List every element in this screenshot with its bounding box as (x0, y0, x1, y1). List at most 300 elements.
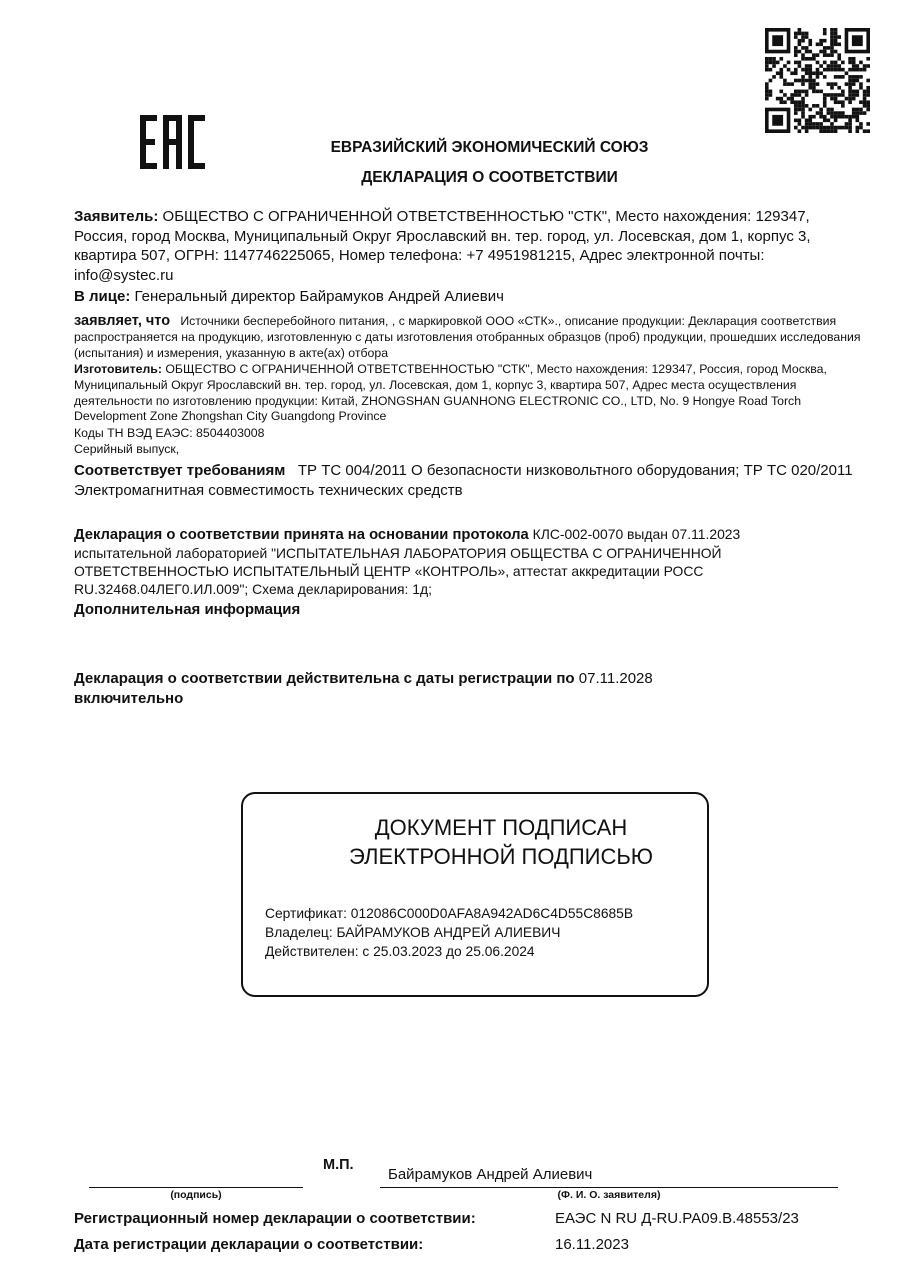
qr-module (834, 119, 838, 123)
qr-module (841, 68, 845, 72)
qr-module (787, 61, 791, 65)
qr-module (827, 119, 831, 123)
qr-module (805, 71, 809, 75)
qr-module (812, 126, 816, 130)
qr-module (848, 68, 852, 72)
qr-module (816, 126, 820, 130)
qr-module (794, 126, 798, 130)
qr-module (827, 82, 831, 86)
stamp-label: М.П. (323, 1157, 354, 1173)
qr-module (794, 90, 798, 94)
qr-module (798, 104, 802, 108)
qr-module (823, 61, 827, 65)
qr-module (808, 82, 812, 86)
qr-module (808, 79, 812, 83)
qr-module (779, 97, 783, 101)
qr-module (808, 57, 812, 61)
qr-module (805, 129, 809, 133)
qr-module (841, 93, 845, 97)
qr-module (830, 50, 834, 54)
qr-module (866, 79, 870, 83)
declares-label: заявляет, что (74, 313, 171, 329)
qr-module (801, 97, 805, 101)
qr-module (841, 75, 845, 79)
qr-module (830, 35, 834, 39)
qr-module (801, 111, 805, 115)
qr-module (866, 122, 870, 126)
qr-module (819, 64, 823, 68)
qr-module (830, 93, 834, 97)
qr-module (801, 53, 805, 57)
qr-module (837, 100, 841, 104)
qr-module (837, 75, 841, 79)
qr-module (808, 115, 812, 119)
qr-module (819, 108, 823, 112)
qr-module (772, 57, 776, 61)
qr-module (852, 68, 856, 72)
qr-module (837, 115, 841, 119)
qr-module (863, 104, 867, 108)
qr-module (848, 57, 852, 61)
qr-module (794, 119, 798, 123)
qr-module (790, 82, 794, 86)
qr-module (801, 79, 805, 83)
qr-module (830, 32, 834, 36)
qr-module (794, 32, 798, 36)
reg-date-label: Дата регистрации декларации о соответствии: (74, 1236, 424, 1253)
qr-module (816, 53, 820, 57)
qr-module (852, 79, 856, 83)
qr-module (772, 61, 776, 65)
qr-module (823, 126, 827, 130)
qr-module (808, 68, 812, 72)
qr-module (805, 126, 809, 130)
qr-module (790, 93, 794, 97)
qr-module (845, 115, 849, 119)
applicant-label: Заявитель: (74, 208, 159, 225)
qr-finder-center (772, 115, 783, 126)
qr-module (776, 61, 780, 65)
qr-module (830, 64, 834, 68)
qr-module (776, 97, 780, 101)
declares-text: Источники бесперебойного питания, , с маркировкой ООО «СТК»., описание продукции: Декларация соответствия распространяется на продукцию, изготовленную с даты изготовления отобранных образцов (проб) продукции, прошедших исследования (испытания) и измерения, указанную в акте(ах) отбора (74, 314, 861, 360)
qr-module (798, 90, 802, 94)
qr-module (819, 50, 823, 54)
qr-module (852, 90, 856, 94)
qr-module (859, 68, 863, 72)
qr-module (834, 35, 838, 39)
qr-module (834, 32, 838, 36)
qr-module (798, 28, 802, 32)
qr-module (812, 122, 816, 126)
requirements-section (74, 461, 859, 501)
qr-module (798, 32, 802, 36)
qr-module (848, 129, 852, 133)
signature-details (265, 904, 633, 961)
qr-module (848, 122, 852, 126)
qr-module (841, 126, 845, 130)
qr-module (805, 90, 809, 94)
qr-module (866, 93, 870, 97)
qr-module (801, 82, 805, 86)
qr-module (830, 53, 834, 57)
qr-module (837, 64, 841, 68)
qr-module (834, 100, 838, 104)
qr-module (859, 111, 863, 115)
certificate-validity: Действителен: с 25.03.2023 до 25.06.2024 (265, 944, 535, 959)
qr-module (834, 68, 838, 72)
qr-module (769, 90, 773, 94)
requirements-label: Соответствует требованиям (74, 462, 286, 479)
qr-module (866, 57, 870, 61)
qr-module (808, 42, 812, 46)
qr-module (808, 122, 812, 126)
qr-module (819, 115, 823, 119)
qr-module (834, 129, 838, 133)
qr-module (834, 93, 838, 97)
qr-code (765, 28, 870, 133)
qr-module (779, 90, 783, 94)
qr-module (852, 75, 856, 79)
qr-module (841, 111, 845, 115)
qr-module (830, 129, 834, 133)
qr-module (812, 86, 816, 90)
qr-module (794, 79, 798, 83)
qr-module (827, 53, 831, 57)
qr-module (859, 86, 863, 90)
qr-module (859, 126, 863, 130)
qr-module (837, 86, 841, 90)
qr-module (808, 64, 812, 68)
qr-module (830, 108, 834, 112)
qr-module (765, 86, 769, 90)
qr-module (808, 71, 812, 75)
qr-module (812, 79, 816, 83)
qr-module (787, 82, 791, 86)
qr-module (848, 82, 852, 86)
qr-module (808, 126, 812, 130)
qr-module (805, 46, 809, 50)
qr-module (827, 111, 831, 115)
qr-module (805, 50, 809, 54)
qr-module (812, 71, 816, 75)
qr-module (848, 90, 852, 94)
qr-module (790, 100, 794, 104)
qr-module (805, 79, 809, 83)
representative-section (74, 287, 864, 307)
qr-module (837, 57, 841, 61)
qr-module (794, 61, 798, 65)
qr-module (787, 97, 791, 101)
qr-module (848, 75, 852, 79)
qr-module (859, 61, 863, 65)
certificate-owner: Владелец: БАЙРАМУКОВ АНДРЕЙ АЛИЕВИЧ (265, 925, 561, 940)
qr-module (816, 75, 820, 79)
qr-module (765, 90, 769, 94)
qr-module (856, 93, 860, 97)
qr-module (794, 108, 798, 112)
qr-module (834, 82, 838, 86)
qr-module (805, 93, 809, 97)
signature-line (89, 1187, 303, 1188)
reg-number-label: Регистрационный номер декларации о соответствии: (74, 1210, 476, 1227)
qr-module (823, 46, 827, 50)
qr-module (819, 129, 823, 133)
qr-module (866, 90, 870, 94)
name-line (380, 1187, 838, 1188)
validity-label: Декларация о соответствии действительна с даты регистрации по (74, 670, 575, 687)
qr-module (837, 42, 841, 46)
qr-module (834, 42, 838, 46)
qr-module (863, 93, 867, 97)
qr-module (816, 82, 820, 86)
qr-module (848, 100, 852, 104)
name-caption: (Ф. И. О. заявителя) (557, 1189, 661, 1201)
qr-module (783, 100, 787, 104)
qr-module (841, 104, 845, 108)
qr-module (830, 97, 834, 101)
qr-module (798, 108, 802, 112)
hs-codes: Коды ТН ВЭД ЕАЭС: 8504403008 (74, 426, 265, 440)
qr-module (866, 86, 870, 90)
qr-module (837, 35, 841, 39)
qr-module (827, 46, 831, 50)
signature-title (241, 813, 761, 871)
qr-module (845, 71, 849, 75)
signature-title-line2: ЭЛЕКТРОННОЙ ПОДПИСЬЮ (348, 844, 654, 869)
qr-module (823, 50, 827, 54)
qr-module (834, 126, 838, 130)
qr-module (823, 93, 827, 97)
qr-module (848, 126, 852, 130)
qr-module (787, 68, 791, 72)
qr-module (790, 71, 794, 75)
qr-module (794, 111, 798, 115)
qr-module (863, 90, 867, 94)
qr-module (798, 42, 802, 46)
qr-module (765, 57, 769, 61)
qr-module (798, 119, 802, 123)
qr-module (837, 126, 841, 130)
qr-module (798, 129, 802, 133)
qr-module (848, 61, 852, 65)
qr-finder-center (772, 35, 783, 46)
qr-module (863, 129, 867, 133)
qr-module (808, 75, 812, 79)
qr-module (852, 61, 856, 65)
qr-module (866, 129, 870, 133)
qr-module (863, 111, 867, 115)
applicant-section (74, 207, 864, 285)
qr-module (834, 39, 838, 43)
qr-module (830, 39, 834, 43)
qr-module (834, 115, 838, 119)
qr-module (765, 61, 769, 65)
qr-module (856, 111, 860, 115)
qr-module (816, 122, 820, 126)
qr-module (798, 61, 802, 65)
qr-module (765, 68, 769, 72)
qr-module (769, 93, 773, 97)
qr-module (823, 119, 827, 123)
qr-module (794, 46, 798, 50)
qr-module (765, 64, 769, 68)
qr-module (823, 115, 827, 119)
qr-module (856, 119, 860, 123)
basis-text: КЛС-002-0070 выдан 07.11.2023 испытательной лабораторией "ИСПЫТАТЕЛЬНАЯ ЛАБОРАТОРИЯ ОБЩЕСТВА С ОГРАНИЧЕННОЙ ОТВЕТСТВЕННОСТЬЮ ИСПЫТАТЕЛЬНЫЙ ЦЕНТР «КОНТРОЛЬ», аттестат аккредитации РОСС RU.32468.04ЛЕГ0.ИЛ.009"; Схема декларирования: 1д; (74, 526, 741, 597)
qr-module (863, 100, 867, 104)
qr-module (837, 68, 841, 72)
manufacturer-label: Изготовитель: (74, 362, 162, 376)
qr-module (830, 42, 834, 46)
qr-module (830, 61, 834, 65)
qr-module (837, 111, 841, 115)
qr-module (801, 75, 805, 79)
qr-module (856, 79, 860, 83)
qr-module (848, 86, 852, 90)
qr-module (845, 82, 849, 86)
qr-module (823, 53, 827, 57)
qr-module (801, 126, 805, 130)
qr-module (863, 68, 867, 72)
qr-module (830, 111, 834, 115)
qr-module (801, 115, 805, 119)
qr-module (837, 53, 841, 57)
qr-module (848, 79, 852, 83)
qr-module (798, 79, 802, 83)
qr-module (845, 97, 849, 101)
qr-module (852, 111, 856, 115)
qr-module (830, 82, 834, 86)
validity-section (74, 669, 754, 708)
qr-module (765, 82, 769, 86)
qr-module (794, 35, 798, 39)
qr-module (779, 57, 783, 61)
qr-module (837, 93, 841, 97)
qr-module (830, 122, 834, 126)
qr-module (772, 64, 776, 68)
qr-module (808, 108, 812, 112)
qr-module (805, 122, 809, 126)
qr-module (856, 129, 860, 133)
qr-module (823, 32, 827, 36)
qr-module (808, 39, 812, 43)
qr-module (823, 68, 827, 72)
qr-module (794, 68, 798, 72)
basis-section (74, 525, 834, 598)
qr-module (866, 104, 870, 108)
qr-module (798, 64, 802, 68)
qr-module (816, 111, 820, 115)
qr-module (830, 86, 834, 90)
signer-name: Байрамуков Андрей Алиевич (388, 1166, 593, 1183)
qr-module (823, 104, 827, 108)
qr-module (823, 97, 827, 101)
qr-module (830, 68, 834, 72)
qr-module (765, 93, 769, 97)
requirements-text: ТР ТС 004/2011 О безопасности низковольтного оборудования; ТР ТС 020/2011 Электромагнитная совместимость технических средств (74, 462, 853, 499)
qr-module (841, 100, 845, 104)
qr-module (823, 75, 827, 79)
qr-module (816, 68, 820, 72)
manufacturer-text: ОБЩЕСТВО С ОГРАНИЧЕННОЙ ОТВЕТСТВЕННОСТЬЮ "СТК", Место нахождения: 129347, Россия, город Москва, Муниципальный Округ Ярославский вн. тер. город, ул. Лосевская, дом 1, корпус 3, квартира 507, Адрес места осуществления деятельности по изготовлению продукции: Китай, ZHONGSHAN GUANHONG ELECTRONIC CO., LTD, No. 9 Hongye Road Torch Development Zone Zhongshan City Guangdong Province (74, 362, 827, 424)
qr-module (856, 90, 860, 94)
qr-module (805, 64, 809, 68)
qr-module (856, 75, 860, 79)
qr-module (827, 129, 831, 133)
qr-module (819, 122, 823, 126)
qr-module (856, 64, 860, 68)
qr-module (794, 71, 798, 75)
qr-module (830, 115, 834, 119)
qr-module (848, 119, 852, 123)
qr-module (856, 126, 860, 130)
qr-module (834, 64, 838, 68)
qr-module (812, 82, 816, 86)
qr-module (852, 64, 856, 68)
qr-module (816, 42, 820, 46)
qr-module (827, 126, 831, 130)
qr-module (819, 90, 823, 94)
qr-module (823, 28, 827, 32)
qr-module (859, 100, 863, 104)
qr-module (783, 82, 787, 86)
declares-section (74, 314, 864, 361)
qr-module (823, 100, 827, 104)
basis-label: Декларация о соответствии принята на основании протокола (74, 527, 529, 543)
qr-module (779, 100, 783, 104)
qr-module (801, 32, 805, 36)
qr-module (841, 61, 845, 65)
qr-module (812, 115, 816, 119)
qr-module (765, 97, 769, 101)
representative-text: Генеральный директор Байрамуков Андрей Алиевич (134, 288, 504, 305)
qr-module (834, 28, 838, 32)
qr-module (769, 79, 773, 83)
qr-module (794, 53, 798, 57)
qr-module (845, 122, 849, 126)
qr-module (819, 126, 823, 130)
qr-module (772, 75, 776, 79)
qr-module (801, 35, 805, 39)
qr-module (805, 119, 809, 123)
qr-module (805, 32, 809, 36)
qr-module (794, 100, 798, 104)
qr-module (830, 28, 834, 32)
qr-module (808, 119, 812, 123)
qr-module (859, 75, 863, 79)
qr-module (866, 108, 870, 112)
qr-module (816, 71, 820, 75)
qr-module (769, 68, 773, 72)
validity-date: 07.11.2028 (578, 670, 653, 687)
qr-module (848, 97, 852, 101)
qr-module (834, 61, 838, 65)
signature-caption: (подпись) (170, 1189, 222, 1201)
qr-module (783, 93, 787, 97)
qr-module (783, 64, 787, 68)
qr-module (801, 90, 805, 94)
qr-module (827, 93, 831, 97)
qr-module (834, 50, 838, 54)
applicant-text: ОБЩЕСТВО С ОГРАНИЧЕННОЙ ОТВЕТСТВЕННОСТЬЮ "СТК", Место нахождения: 129347, Россия, город Москва, Муниципальный Округ Ярославский вн. тер. город, ул. Лосевская, дом 1, корпус 3, квартира 507, ОГРН: 1147746225065, Номер телефона: +7 4951981215, Адрес электронной почты: info@systec.ru (74, 208, 811, 284)
qr-module (859, 108, 863, 112)
signature-title-line1: ДОКУМЕНТ ПОДПИСАН (374, 815, 628, 840)
qr-module (852, 82, 856, 86)
qr-module (805, 57, 809, 61)
certificate-number: Сертификат: 012086C000D0AFA8A942AD6C4D55C8685B (265, 906, 634, 921)
qr-module (834, 75, 838, 79)
